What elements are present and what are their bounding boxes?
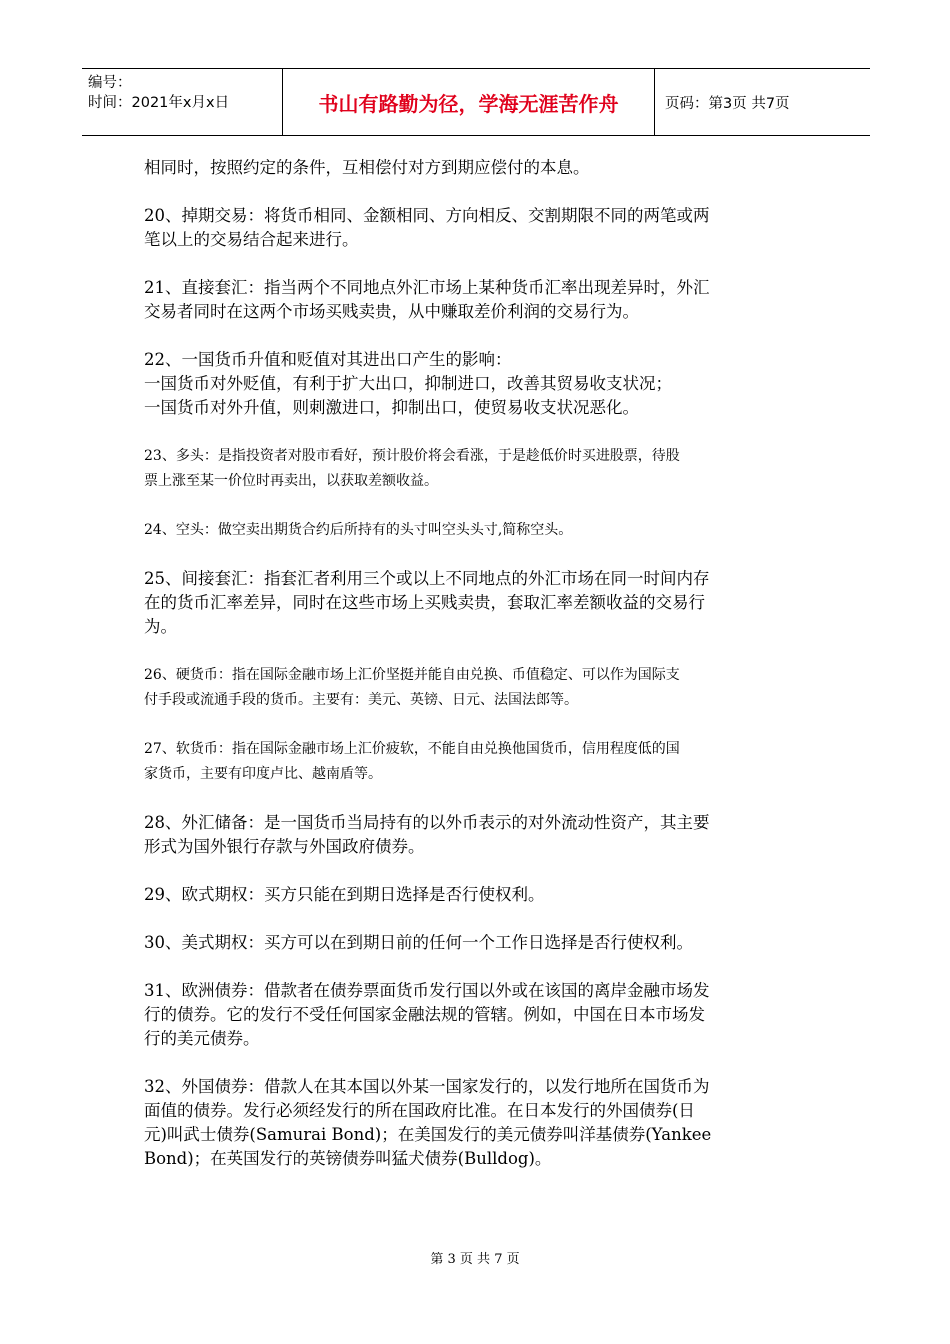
paragraph-line: 交易者同时在这两个市场买贱卖贵，从中赚取差价利润的交易行为。 <box>144 302 639 321</box>
page-header <box>82 68 870 136</box>
paragraph-line: 27、软货币：指在国际金融市场上汇价疲软，不能自由兑换他国货币，信用程度低的国 <box>144 741 680 757</box>
paragraph-line: 29、欧式期权：买方只能在到期日选择是否行使权利。 <box>144 885 545 904</box>
paragraph-line: 26、硬货币：指在国际金融市场上汇价坚挺并能自由兑换、币值稳定、可以作为国际支 <box>144 667 680 683</box>
paragraph <box>144 444 814 494</box>
page-footer: 第 3 页 共 7 页 <box>430 1252 520 1267</box>
header-meta <box>82 69 282 135</box>
paragraph-line: 在的货币汇率差异，同时在这些市场上买贱卖贵，套取汇率差额收益的交易行 <box>144 593 705 612</box>
document-body <box>144 156 814 1195</box>
paragraph-line: 付手段或流通手段的货币。主要有：美元、英镑、日元、法国法郎等。 <box>144 692 578 708</box>
paragraph <box>144 663 814 713</box>
paragraph <box>144 204 814 252</box>
paragraph-line: 为。 <box>144 617 177 636</box>
paragraph-line: 相同时，按照约定的条件，互相偿付对方到期应偿付的本息。 <box>144 158 590 177</box>
paragraph-line: 28、外汇储备：是一国货币当局持有的以外币表示的对外流动性资产，其主要 <box>144 813 710 832</box>
paragraph-line: Bond)；在英国发行的英镑债券叫猛犬债券(Bulldog)。 <box>144 1149 552 1168</box>
time-label: 时间：2021年x月x日 <box>88 95 230 111</box>
paragraph-line: 面值的债券。发行必须经发行的所在国政府比准。在日本发行的外国债券(日 <box>144 1101 695 1120</box>
paragraph-line: 家货币，主要有印度卢比、越南盾等。 <box>144 766 382 782</box>
paragraph-line: 30、美式期权：买方可以在到期日前的任何一个工作日选择是否行使权利。 <box>144 933 693 952</box>
paragraph-line: 一国货币对外贬值，有利于扩大出口，抑制进口，改善其贸易收支状况； <box>144 374 672 393</box>
paragraph-line: 笔以上的交易结合起来进行。 <box>144 230 359 249</box>
paragraph-line: 票上涨至某一价位时再卖出，以获取差额收益。 <box>144 473 438 489</box>
paragraph <box>144 1075 814 1171</box>
paragraph-line: 23、多头：是指投资者对股市看好，预计股价将会看涨，于是趁低价时买进股票，待股 <box>144 448 680 464</box>
paragraph <box>144 931 814 955</box>
paragraph <box>144 811 814 859</box>
paragraph-line: 形式为国外银行存款与外国政府债券。 <box>144 837 425 856</box>
paragraph <box>144 518 814 543</box>
paragraph <box>144 567 814 639</box>
paragraph-line: 21、直接套汇：指当两个不同地点外汇市场上某种货币汇率出现差异时，外汇 <box>144 278 710 297</box>
paragraph <box>144 737 814 787</box>
paragraph <box>144 883 814 907</box>
paragraph-line: 31、欧洲债券：借款者在债券票面货币发行国以外或在该国的离岸金融市场发 <box>144 981 710 1000</box>
paragraph <box>144 156 814 180</box>
paragraph <box>144 348 814 420</box>
paragraph-line: 元)叫武士债券(Samurai Bond)；在美国发行的美元债券叫洋基债券(Yankee <box>144 1125 712 1144</box>
paragraph-line: 行的美元债券。 <box>144 1029 260 1048</box>
paragraph-line: 22、一国货币升值和贬值对其进出口产生的影响： <box>144 350 512 369</box>
header-page-info: 页码：第3页 共7页 <box>665 95 790 112</box>
paragraph-line: 行的债券。它的发行不受任何国家金融法规的管辖。例如，中国在日本市场发 <box>144 1005 705 1024</box>
paragraph-line: 24、空头：做空卖出期货合约后所持有的头寸叫空头头寸,简称空头。 <box>144 522 573 538</box>
header-motto: 书山有路勤为径，学海无涯苦作舟 <box>282 69 655 135</box>
number-label: 编号： <box>88 75 132 91</box>
paragraph <box>144 276 814 324</box>
paragraph-line: 32、外国债券：借款人在其本国以外某一国家发行的，以发行地所在国货币为 <box>144 1077 710 1096</box>
paragraph-line: 25、间接套汇：指套汇者利用三个或以上不同地点的外汇市场在同一时间内存 <box>144 569 710 588</box>
paragraph-line: 一国货币对外升值，则刺激进口，抑制出口，使贸易收支状况恶化。 <box>144 398 639 417</box>
paragraph <box>144 979 814 1051</box>
paragraph-line: 20、掉期交易：将货币相同、金额相同、方向相反、交割期限不同的两笔或两 <box>144 206 710 225</box>
